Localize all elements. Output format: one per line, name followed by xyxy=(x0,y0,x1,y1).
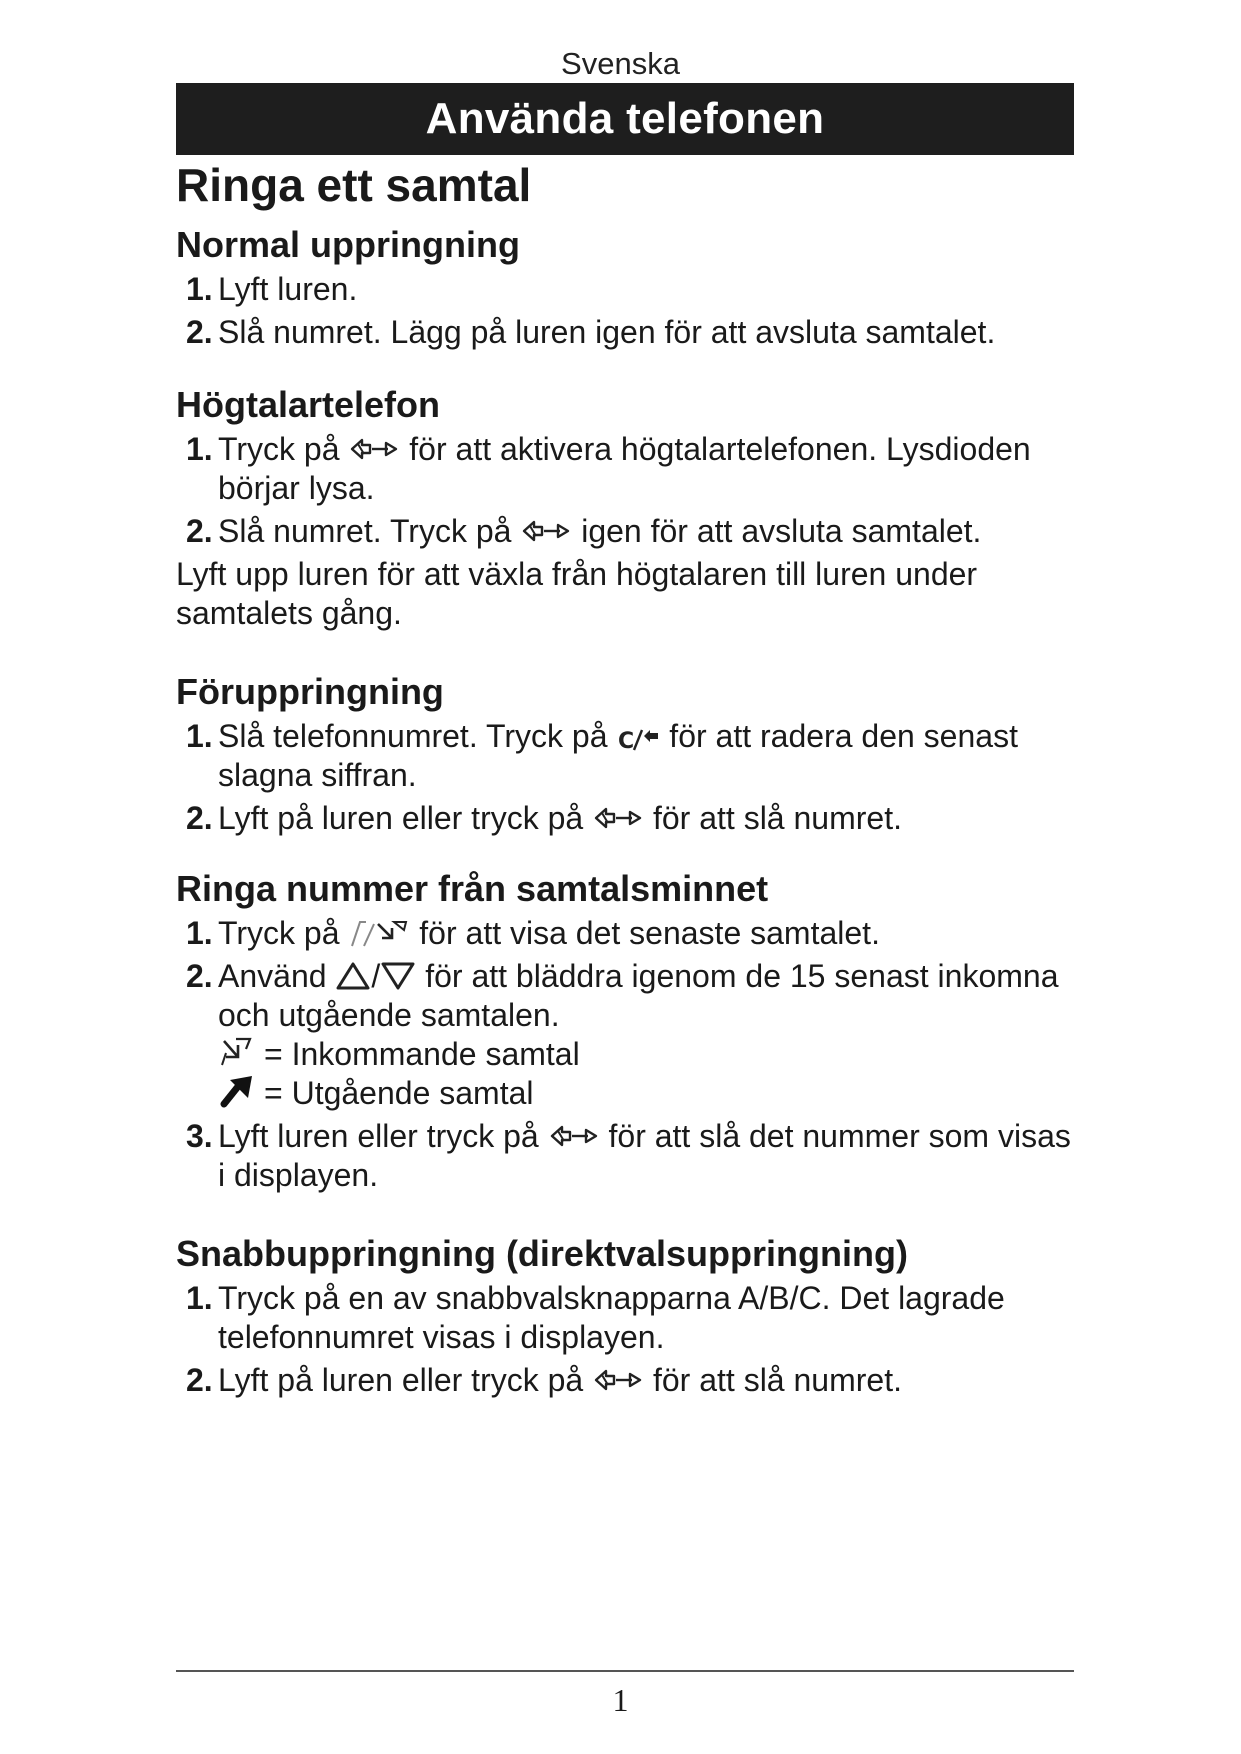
step-text: Tryck på en av snabbvalsknapparna A/B/C. Det lagrade telefonnumret visas i displayen. xyxy=(218,1280,1005,1355)
step-text: för att slå numret. xyxy=(652,1362,902,1398)
step xyxy=(186,430,1076,508)
step-text: för att slå det nummer som visas i displayen. xyxy=(218,1118,1071,1193)
step-number: 2. xyxy=(186,513,213,549)
call-log-section xyxy=(176,868,1076,1195)
step-text: för att slå numret. xyxy=(652,800,902,836)
up-arrow-icon xyxy=(335,961,371,991)
step-separator: / xyxy=(371,958,381,994)
footer-divider xyxy=(176,1670,1074,1672)
speaker-icon xyxy=(592,1366,644,1394)
speaker-icon xyxy=(348,435,400,463)
legend-outgoing-text: = Utgående samtal xyxy=(264,1075,534,1111)
speed-dial-section xyxy=(176,1233,1076,1400)
step-text: för att visa det senaste samtalet. xyxy=(419,915,880,951)
chapter-title: Använda telefonen xyxy=(176,83,1074,155)
content xyxy=(176,224,1076,1400)
step-number: 1. xyxy=(186,271,213,307)
step-number: 2. xyxy=(186,958,213,994)
step xyxy=(186,799,1076,838)
normal-dialing-title: Normal uppringning xyxy=(176,224,520,265)
step-text: Lyft på luren eller tryck på xyxy=(218,1362,584,1398)
step-text: Lyft luren eller tryck på xyxy=(218,1118,539,1154)
step-text: för att aktivera högtalartelefonen. Lysdioden börjar lysa. xyxy=(218,431,1031,506)
step-text: Lyft på luren eller tryck på xyxy=(218,800,584,836)
predial-title: Föruppringning xyxy=(176,671,444,712)
step-number: 1. xyxy=(186,431,213,467)
step-number: 1. xyxy=(186,718,213,754)
step-number: 3. xyxy=(186,1118,213,1154)
step-text: för att bläddra igenom de 15 senast inkomna och utgående samtalen. xyxy=(218,958,1059,1033)
step xyxy=(186,1361,1076,1400)
step-number: 1. xyxy=(186,915,213,951)
language-label: Svenska xyxy=(561,46,680,81)
step-number: 1. xyxy=(186,1280,213,1316)
clear-icon xyxy=(616,720,660,752)
step-text: för att radera den senast slagna siffran. xyxy=(218,718,1018,793)
legend-incoming xyxy=(218,1035,1076,1074)
step xyxy=(186,1117,1076,1195)
step xyxy=(186,914,1076,953)
legend-outgoing xyxy=(218,1074,1076,1113)
call-log-title: Ringa nummer från samtalsminnet xyxy=(176,868,769,909)
incoming-call-icon xyxy=(218,1035,258,1069)
speakerphone-note: Lyft upp luren för att växla från högtalaren till luren under samtalets gång. xyxy=(176,556,978,631)
legend-incoming-text: = Inkommande samtal xyxy=(264,1036,580,1072)
speaker-icon xyxy=(520,517,572,545)
step-text: Tryck på xyxy=(218,431,340,467)
call-log-icon xyxy=(348,916,410,950)
step-text: igen för att avsluta samtalet. xyxy=(581,513,982,549)
page-number: 1 xyxy=(612,1682,629,1718)
step-number: 2. xyxy=(186,314,213,350)
step-text: Slå numret. Lägg på luren igen för att avsluta samtalet. xyxy=(218,314,996,350)
predial-section xyxy=(176,671,1076,838)
down-arrow-icon xyxy=(380,961,416,991)
speaker-icon xyxy=(592,804,644,832)
outgoing-call-icon xyxy=(218,1074,258,1108)
step-text: Slå telefonnumret. Tryck på xyxy=(218,718,608,754)
speakerphone-title: Högtalartelefon xyxy=(176,384,441,425)
step-text: Använd xyxy=(218,958,327,994)
step xyxy=(186,270,1076,309)
svg-text:C: C xyxy=(618,728,635,752)
step xyxy=(186,512,1076,551)
step-text: Lyft luren. xyxy=(218,271,358,307)
step xyxy=(186,717,1076,795)
speed-dial-title: Snabbuppringning (direktvalsuppringning) xyxy=(176,1233,908,1274)
step xyxy=(186,1279,1076,1357)
step xyxy=(186,313,1076,352)
step-number: 2. xyxy=(186,800,213,836)
speaker-icon xyxy=(548,1122,600,1150)
step-text: Slå numret. Tryck på xyxy=(218,513,512,549)
step-number: 2. xyxy=(186,1362,213,1398)
section-title: Ringa ett samtal xyxy=(176,159,532,211)
step-text: Tryck på xyxy=(218,915,340,951)
normal-dialing-section xyxy=(176,224,1076,352)
speakerphone-section xyxy=(176,384,1076,633)
step xyxy=(186,957,1076,1035)
